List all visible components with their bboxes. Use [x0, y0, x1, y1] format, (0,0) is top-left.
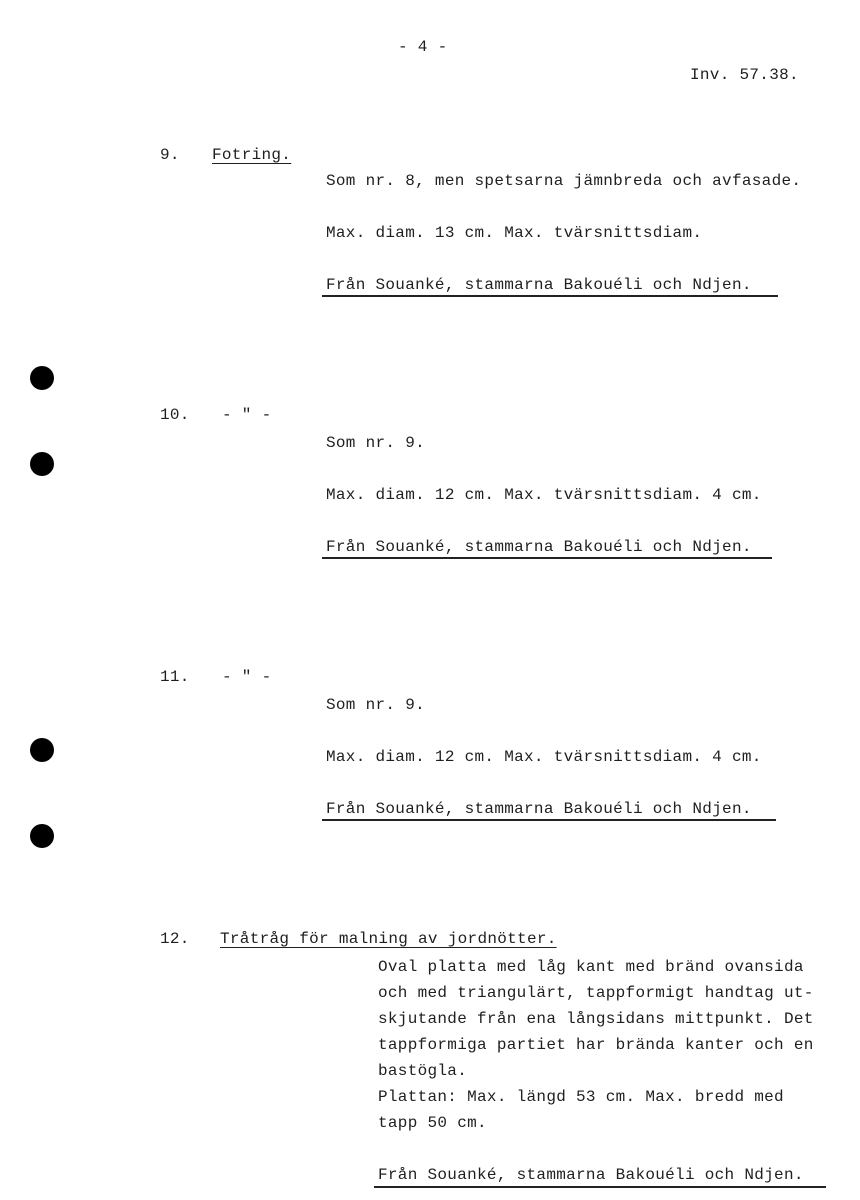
entry-title: Fotring.	[212, 146, 292, 164]
punch-hole	[30, 738, 54, 762]
entry-number: 10.	[160, 406, 190, 424]
punch-hole	[30, 452, 54, 476]
entry-line: Max. diam. 13 cm. Max. tvärsnittsdiam.	[326, 224, 703, 242]
provenance-underline	[374, 1186, 826, 1188]
entry-description	[378, 954, 814, 1136]
inventory-number: Inv. 57.38.	[690, 66, 799, 84]
punch-hole	[30, 366, 54, 390]
entry-number: 9.	[160, 146, 180, 164]
entry-line: tapp 50 cm.	[378, 1114, 487, 1132]
entry-line: bastögla.	[378, 1062, 468, 1080]
entry-provenance: Från Souanké, stammarna Bakouéli och Ndjen.	[378, 1166, 804, 1184]
provenance-underline	[322, 819, 776, 821]
punch-hole	[30, 824, 54, 848]
entry-line: Som nr. 8, men spetsarna jämnbreda och avfasade.	[326, 172, 802, 190]
entry-line: tappformiga partiet har brända kanter och en	[378, 1036, 814, 1054]
entry-provenance: Från Souanké, stammarna Bakouéli och Ndjen.	[326, 538, 752, 556]
entry-line: Som nr. 9.	[326, 434, 426, 452]
entry-line: Max. diam. 12 cm. Max. tvärsnittsdiam. 4 cm.	[326, 486, 762, 504]
entry-line: Plattan: Max. längd 53 cm. Max. bredd med	[378, 1088, 784, 1106]
provenance-underline	[322, 557, 772, 559]
entry-line: skjutande från ena långsidans mittpunkt. Det	[378, 1010, 814, 1028]
entry-number: 12.	[160, 930, 190, 948]
entry-title: - " -	[222, 668, 272, 686]
entry-number: 11.	[160, 668, 190, 686]
entry-line: Max. diam. 12 cm. Max. tvärsnittsdiam. 4 cm.	[326, 748, 762, 766]
entry-line: och med triangulärt, tappformigt handtag ut-	[378, 984, 814, 1002]
provenance-underline	[322, 295, 778, 297]
entry-line: Som nr. 9.	[326, 696, 426, 714]
entry-provenance: Från Souanké, stammarna Bakouéli och Ndjen.	[326, 800, 752, 818]
entry-title: - " -	[222, 406, 272, 424]
page-number: - 4 -	[398, 38, 448, 56]
entry-provenance: Från Souanké, stammarna Bakouéli och Ndjen.	[326, 276, 752, 294]
entry-title: Tråtråg för malning av jordnötter.	[220, 930, 557, 948]
entry-line: Oval platta med låg kant med bränd ovansida	[378, 958, 804, 976]
